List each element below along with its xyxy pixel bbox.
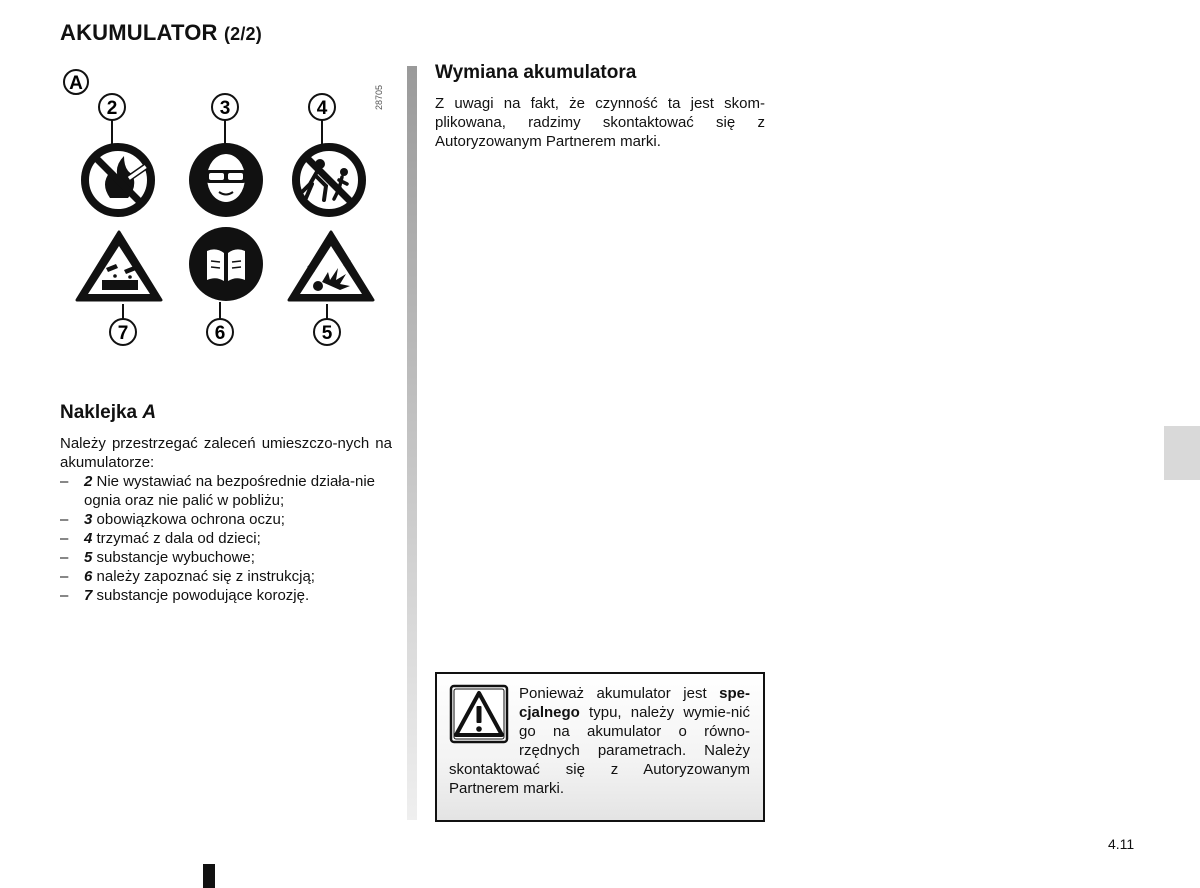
list-text: należy zapoznać się z instrukcją; (96, 568, 315, 585)
page-title-part: (2/2) (223, 24, 262, 44)
list-item (60, 548, 392, 567)
callout-7-text: 7 (117, 323, 129, 344)
callout-5-text: 5 (321, 323, 333, 344)
callout-3 (212, 94, 238, 144)
warning-box (435, 672, 765, 822)
label-a-list (60, 472, 392, 605)
page-number: 4.11 (1108, 836, 1135, 852)
print-mark (203, 864, 215, 888)
callout-2-text: 2 (106, 98, 118, 119)
list-number: 4 (84, 530, 93, 547)
label-a-heading (60, 402, 392, 424)
battery-replacement-section (435, 62, 765, 151)
column-divider (407, 66, 417, 820)
no-fire-icon (85, 147, 151, 213)
list-number: 7 (84, 587, 93, 604)
callout-6 (207, 302, 233, 345)
callout-6-text: 6 (214, 323, 226, 344)
label-a-heading-letter: A (142, 402, 157, 423)
list-item (60, 510, 392, 529)
label-a-intro: Należy przestrzegać zaleceń umieszczo-nych na akumulatorze: (60, 435, 392, 471)
page-title-main: AKUMULATOR (60, 20, 218, 45)
list-text: obowiązkowa ochrona oczu; (96, 511, 285, 528)
callout-4 (309, 94, 335, 144)
list-item (60, 529, 392, 548)
list-text: substancje wybuchowe; (96, 549, 255, 566)
callout-4-text: 4 (316, 98, 328, 119)
warning-text-end: typu, należy wymie-nić go na akumulator o równo-rzędnych parametrach. Należy skontaktować się z Autoryzowanym Partnerem marki. (449, 704, 750, 797)
list-text: substancje powodujące korozję. (96, 587, 310, 604)
callout-a-text: A (69, 73, 83, 94)
explosive-icon (289, 232, 373, 300)
label-a-section (60, 402, 392, 605)
list-dash: – (60, 549, 69, 566)
list-text: trzymać z dala od dzieci; (96, 530, 261, 547)
list-dash: – (60, 530, 69, 547)
battery-label-illustration (60, 66, 400, 356)
label-a-heading-text: Naklejka (60, 402, 138, 423)
list-item (60, 567, 392, 586)
corrosive-icon (77, 232, 161, 300)
callout-3-text: 3 (219, 98, 231, 119)
warning-text-bold: spe-cjalnego (519, 685, 750, 721)
battery-replacement-text: Z uwagi na fakt, że czynność ta jest skom-plikowana, radzimy skontaktować się z Autoryzowanym Partnerem marki. (435, 95, 765, 150)
list-number: 2 (84, 473, 93, 490)
callout-7 (110, 304, 136, 345)
read-manual-icon (189, 227, 263, 301)
eye-protection-icon (189, 143, 263, 217)
list-number: 6 (84, 568, 93, 585)
list-number: 3 (84, 511, 93, 528)
keep-away-from-children-icon (296, 147, 362, 213)
list-number: 5 (84, 549, 93, 566)
callout-a (64, 70, 88, 94)
list-dash: – (60, 587, 69, 604)
figure-code: 28705 (374, 84, 384, 110)
battery-label-figure (60, 66, 400, 356)
list-dash: – (60, 473, 69, 490)
list-text: Nie wystawiać na bezpośrednie działa-nie ognia oraz nie palić w pobliżu; (84, 473, 375, 509)
callout-2 (99, 94, 125, 144)
battery-replacement-heading: Wymiana akumulatora (435, 62, 637, 83)
list-item (60, 586, 392, 605)
callout-5 (314, 304, 340, 345)
warning-triangle-icon (449, 684, 509, 744)
page-title (60, 20, 262, 46)
list-dash: – (60, 511, 69, 528)
list-dash: – (60, 568, 69, 585)
warning-text-start: Ponieważ akumulator jest (519, 685, 720, 702)
list-item (60, 472, 392, 510)
chapter-tab (1164, 426, 1200, 480)
